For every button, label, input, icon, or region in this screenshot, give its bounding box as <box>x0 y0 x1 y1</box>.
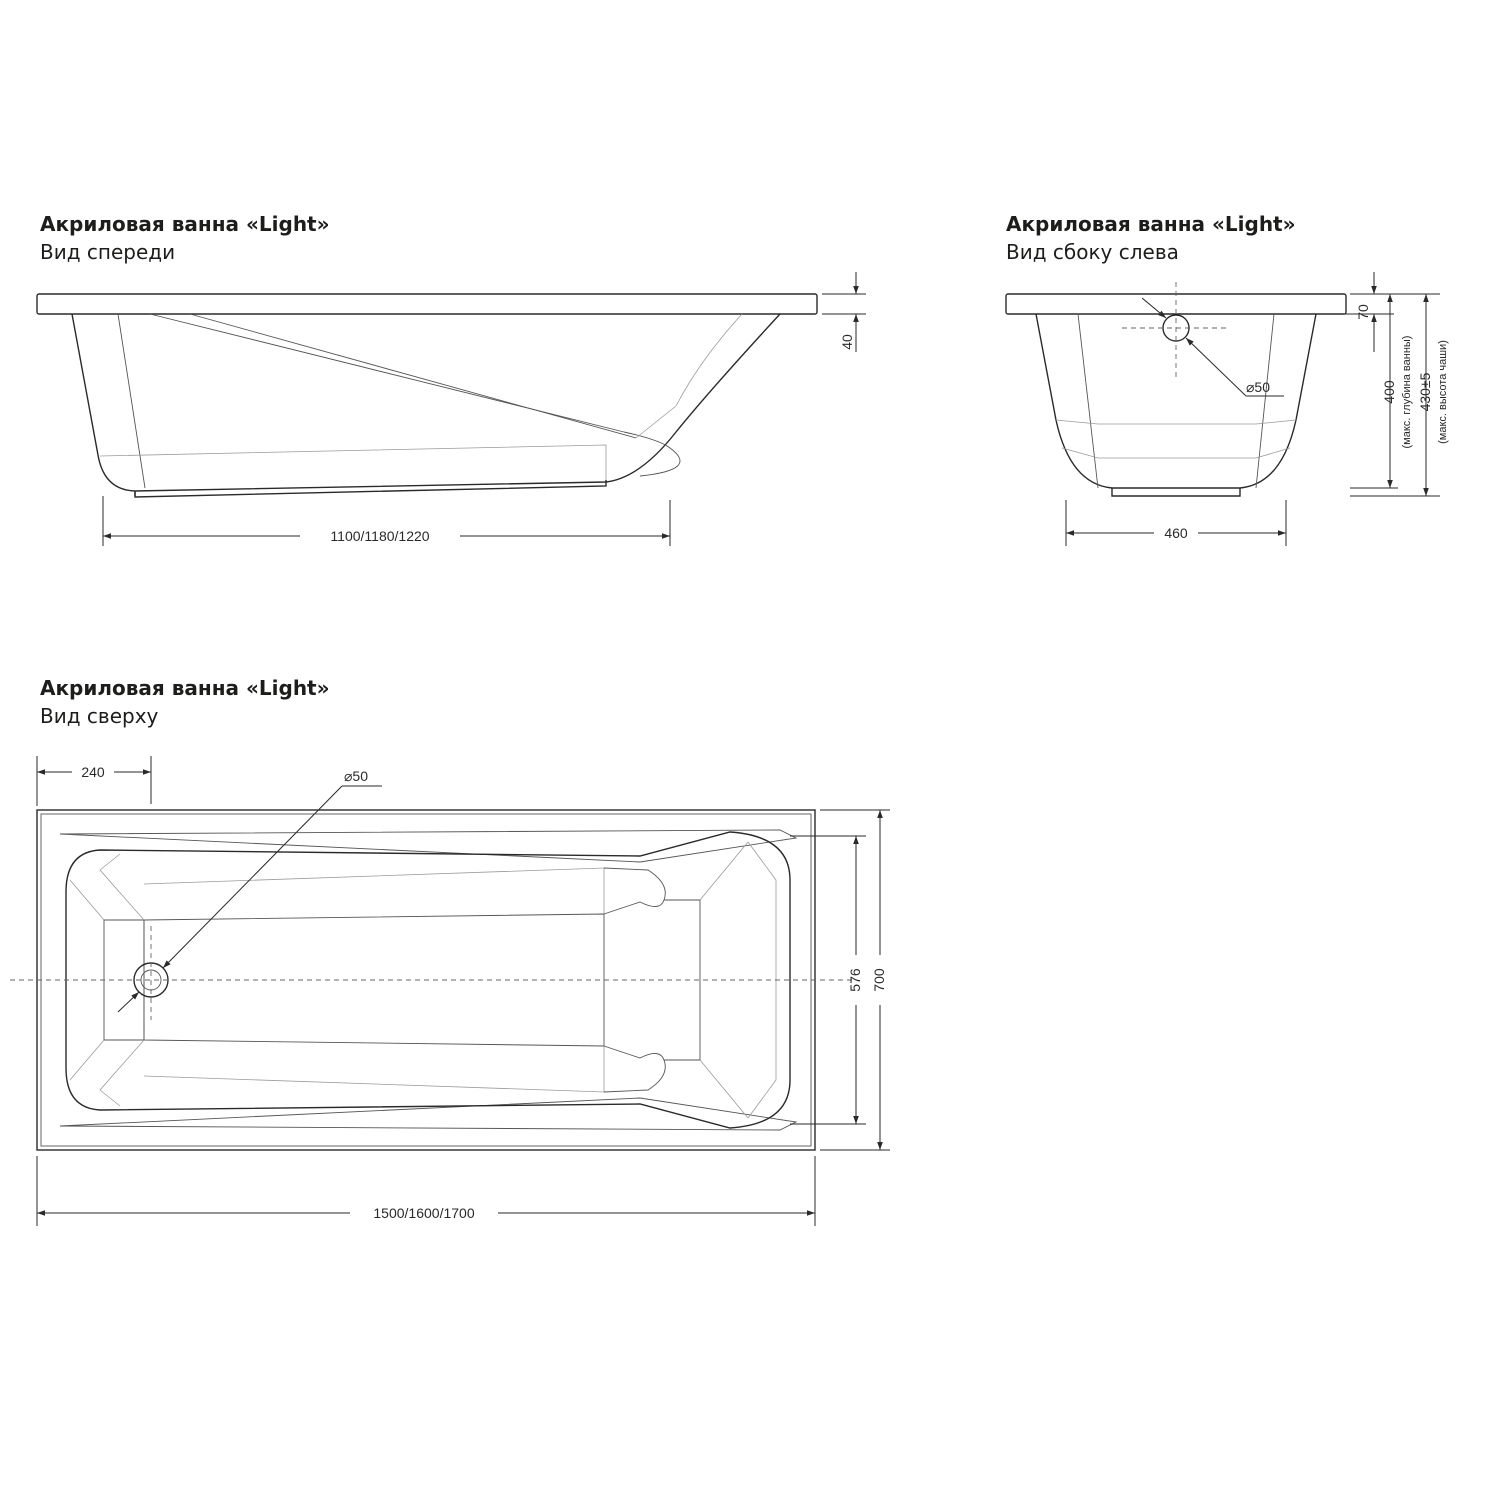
top-armrest-upper <box>604 868 665 914</box>
front-bowl-outline <box>72 314 780 491</box>
top-view-subtitle: Вид сверху <box>40 704 159 728</box>
side-height-note: (макс. высота чаши) <box>1437 340 1449 444</box>
top-inner-width-label: 576 <box>847 968 863 992</box>
side-drain-label: ⌀50 <box>1246 379 1271 395</box>
top-length-label: 1500/1600/1700 <box>373 1205 475 1221</box>
front-inner-edge <box>118 314 145 488</box>
side-foot <box>1112 488 1240 496</box>
side-depth-label: 400 <box>1381 380 1397 404</box>
front-foot <box>135 480 606 497</box>
side-drain-leader-2 <box>1186 338 1246 396</box>
front-backrest-curve <box>624 432 680 476</box>
side-inner-lower <box>1056 420 1296 424</box>
front-headrest-line <box>636 406 676 438</box>
side-inner-right <box>1256 314 1274 488</box>
side-view-drawing <box>1006 272 1449 546</box>
top-offset-label: 240 <box>81 764 105 780</box>
top-view-drawing <box>10 756 890 1226</box>
side-inner-bottom <box>1062 448 1290 458</box>
side-width-label: 460 <box>1164 525 1188 541</box>
side-view-subtitle: Вид сбоку слева <box>1006 240 1179 264</box>
front-backrest-slope-1 <box>150 314 624 432</box>
front-view-subtitle: Вид спереди <box>40 240 176 264</box>
top-drain-label: ⌀50 <box>344 768 369 784</box>
front-lower-contour <box>100 445 606 480</box>
top-width-label: 700 <box>871 968 887 992</box>
side-view-title: Акриловая ванна «Light» <box>1006 212 1296 236</box>
front-length-label: 1100/1180/1220 <box>330 528 430 544</box>
top-view-title: Акриловая ванна «Light» <box>40 676 330 700</box>
front-rim <box>37 294 817 314</box>
top-rim-strip-upper <box>60 830 796 862</box>
side-height-label: 430±5 <box>1417 372 1433 412</box>
front-view-title: Акриловая ванна «Light» <box>40 212 330 236</box>
top-drain-leader-2 <box>118 992 139 1012</box>
side-inner-left <box>1078 314 1098 488</box>
side-rim-height-label: 70 <box>1355 304 1371 320</box>
top-armrest-lower <box>604 1046 665 1092</box>
side-depth-note: (макс. глубина ванны) <box>1401 335 1413 449</box>
side-drain-leader-1 <box>1142 298 1166 318</box>
front-rim-height-label: 40 <box>839 334 855 350</box>
front-view-drawing <box>37 272 866 546</box>
front-backrest-slope-2 <box>190 314 636 438</box>
top-drain-leader-1 <box>163 786 342 968</box>
top-rim-strip-lower <box>60 1098 796 1130</box>
top-backrest-facets <box>700 842 776 1118</box>
